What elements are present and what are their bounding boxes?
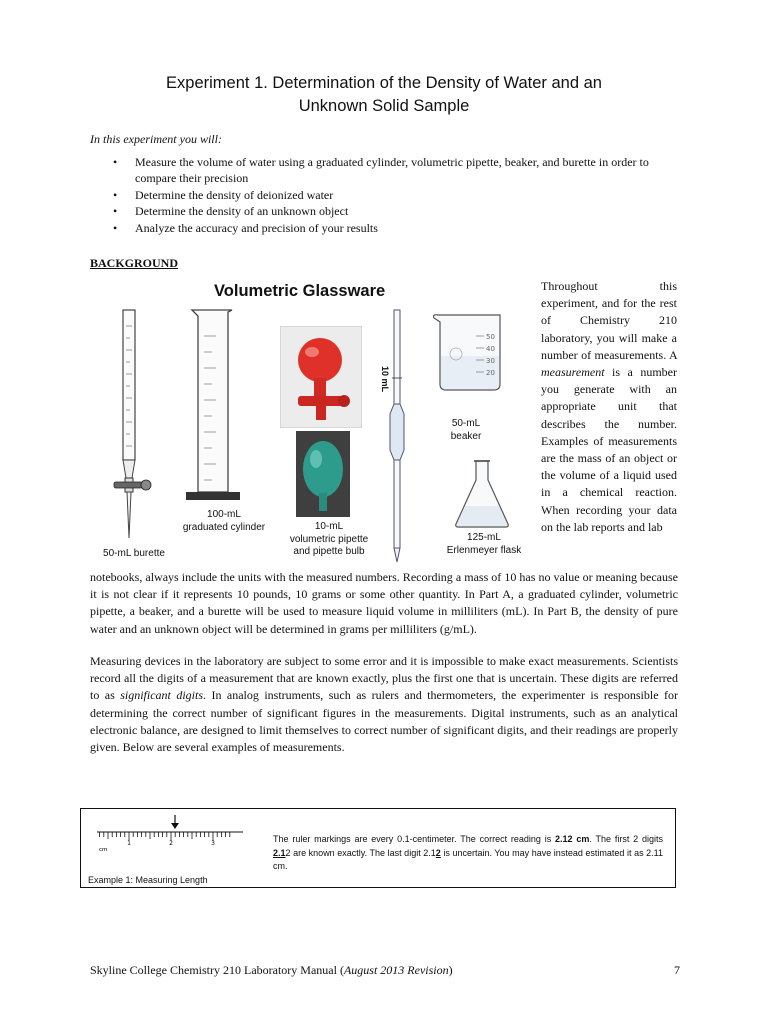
beaker-mark-50: 50 (486, 333, 495, 341)
side-text-part-1: Throughout this experiment, and for the rest of Chemistry 210 laboratory, you will make a number of measurements. A (541, 279, 677, 362)
erlenmeyer-flask-illustration (452, 458, 512, 530)
example-label: Example 1: Measuring Length (88, 875, 208, 885)
cylinder-caption-line-2: graduated cylinder (182, 521, 266, 533)
ruler-number-1: 1 (127, 840, 131, 847)
figure-title: Volumetric Glassware (214, 282, 386, 300)
objective-item: • Determine the density of deionized water (113, 187, 683, 203)
objective-item: • Measure the volume of water using a graduated cylinder, volumetric pipette, beaker, and burette in order to compare their precision (113, 154, 683, 186)
footer-left-end: ) (448, 963, 453, 977)
objective-item: • Analyze the accuracy and precision of your results (113, 220, 683, 236)
beaker-caption-line-1: 50-mL (451, 418, 481, 429)
paragraph-2-part-a: Measuring devices in the laboratory are subject to some error and it is impossible to make exact measurements. Scientists record all the digits of a measurement that are known exactly, plus the first one that is uncertain. These digits are referred to as (90, 654, 678, 703)
pipette-caption-line-1: 10-mL (314, 521, 344, 532)
paragraph-2-emphasis: significant digits (120, 688, 203, 703)
beaker-mark-40: 40 (486, 345, 495, 353)
footer-manual-title (90, 963, 453, 978)
example-reading: 2.12 cm (555, 834, 590, 844)
cylinder-caption-line-1: 100-mL (207, 509, 241, 520)
example-1-box (80, 808, 676, 888)
reading-arrow-head (171, 823, 179, 829)
ruler-number-3: 3 (211, 840, 215, 847)
title-line-1: Experiment 1. Determination of the Density of Water and an (166, 74, 602, 92)
ruler-illustration (93, 813, 253, 859)
background-heading: BACKGROUND (90, 256, 179, 270)
side-text-emphasis: measurement (541, 365, 605, 380)
volumetric-pipette-illustration (386, 308, 408, 564)
background-side-text (541, 278, 677, 536)
paragraph-2-part-b: . In analog instruments, such as rulers and thermometers, the experimenter is responsible for determining the correct number of significant figures in the measurements. Digital instruments, such as an analytical electronic balance, are designed to limit themselves to correct number of significant digits, and their readings are properly given. Below are several examples of measurements. (90, 688, 678, 755)
side-text-part-2: is a number you generate with an appropriate unit that describes the number. Examples of measurements are the mass of an object or the volume of a liquid used in a chemical reaction. When recording your data on the lab reports and lab (541, 365, 677, 534)
green-bulb-photo (296, 431, 350, 517)
flask-caption-line-1: 125-mL (467, 532, 501, 543)
example-text-a: The ruler markings are every 0.1-centimeter. The correct reading is (273, 834, 556, 844)
cylinder-caption (164, 509, 284, 534)
pipette-stem-label: 10 mL (380, 366, 390, 393)
example-explanation (273, 833, 663, 874)
burette-illustration (96, 306, 156, 546)
page-title (90, 72, 678, 118)
intro-text: In this experiment you will: (90, 132, 222, 146)
beaker-caption (436, 418, 496, 443)
ruler-number-2: 2 (169, 840, 173, 847)
objectives-list (113, 154, 683, 236)
graduated-cylinder-illustration (182, 306, 244, 502)
pipette-caption (274, 521, 384, 559)
example-text-c: 2 are known exactly. The last digit 2.1 (285, 847, 436, 858)
background-paragraph-1: notebooks, always include the units with the measured numbers. Recording a mass of 10 has no value or meaning because it is not clear if it represents 10 pounds, 10 grams or some other quantity. In Part A, a graduated cylinder, volumetric pipette, a beaker, and a burette will be used to measure liquid volume in milliliters (mL). In Part B, the density of pure water and an unknown object will be determined in grams per milliliters (g/mL). (90, 570, 678, 636)
ruler-unit-label: cm (99, 847, 108, 853)
title-line-2: Unknown Solid Sample (298, 97, 470, 115)
pipette-bulb-photo (280, 326, 362, 428)
pipette-caption-line-3: and pipette bulb (293, 546, 365, 557)
pipette-caption-line-2: volumetric pipette (289, 533, 369, 545)
example-text-d: is uncertain. You may have instead estimated it as 2.11 cm. (273, 847, 663, 871)
beaker-mark-20: 20 (486, 369, 495, 377)
objective-item: • Determine the density of an unknown object (113, 203, 683, 219)
page-number: 7 (674, 963, 680, 977)
example-uncertain-digit: 2 (435, 847, 441, 858)
volumetric-glassware-figure (86, 278, 534, 568)
example-known-digits: 2.1 (273, 847, 286, 858)
footer-left-text: Skyline College Chemistry 210 Laboratory Manual ( (90, 963, 344, 977)
example-text-b: . The first 2 digits (589, 834, 663, 844)
beaker-illustration (430, 312, 508, 392)
beaker-caption-line-2: beaker (450, 430, 482, 442)
flask-caption-line-2: Erlenmeyer flask (446, 544, 522, 556)
burette-caption: 50-mL burette (103, 548, 165, 559)
beaker-mark-30: 30 (486, 357, 495, 365)
flask-caption (434, 532, 534, 557)
footer-revision: August 2013 Revision (343, 963, 449, 977)
background-paragraph-2 (90, 653, 678, 756)
